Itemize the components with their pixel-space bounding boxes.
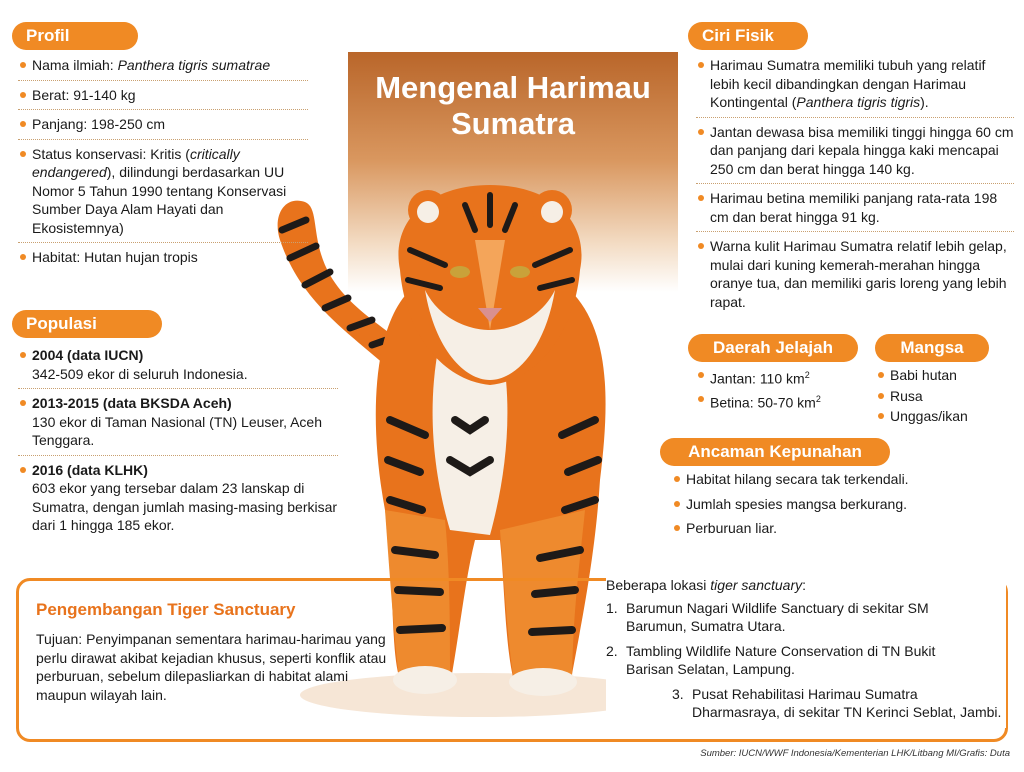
- list-item: 2016 (data KLHK) 603 ekor yang tersebar dalam 23 lanskap di Sumatra, dengan jumlah masing-masing berkisar dari 1 hingga 185 ekor.: [18, 461, 338, 540]
- list-item: Perburuan liar.: [672, 519, 1012, 538]
- daerah-jelajah-heading: Daerah Jelajah: [688, 334, 858, 362]
- list-item: Betina: 50-70 $km^2$: [696, 390, 866, 412]
- list-item: Harimau Sumatra memiliki tubuh yang relatif lebih kecil dibandingkan dengan Harimau Kontingental (Panthera tigris tigris).: [696, 56, 1014, 118]
- locations-list: [606, 599, 1006, 722]
- populasi-heading: Populasi: [12, 310, 162, 338]
- ciri-fisik-list: [696, 56, 1014, 321]
- mangsa-list: [876, 366, 1006, 428]
- ciri-fisik-heading: Ciri Fisik: [688, 22, 808, 50]
- profil-heading: Profil: [12, 22, 138, 50]
- profil-list: [18, 56, 308, 277]
- sanctuary-goal: Tujuan: Penyimpanan sementara harimau-harimau yang perlu dirawat akibat kejadian khusus, seperti konflik atau perburuan, sebelum dilepasliarkan di habitat alami maupun wilayah lain.: [36, 631, 387, 703]
- list-item: Jumlah spesies mangsa berkurang.: [672, 495, 1012, 514]
- source-credit: Sumber: IUCN/WWF Indonesia/Kementerian LHK/Litbang MI/Grafis: Duta: [700, 748, 1010, 759]
- list-item: 2. Tambling Wildlife Nature Conservation di TN Bukit Barisan Selatan, Lampung.: [606, 642, 936, 677]
- list-item: 2004 (data IUCN) 342-509 ekor di seluruh Indonesia.: [18, 346, 338, 389]
- page-title: Mengenal Harimau Sumatra: [375, 70, 651, 141]
- sanctuary-title: Pengembangan Tiger Sanctuary: [36, 600, 296, 619]
- sanctuary-locations: [606, 576, 1006, 728]
- list-item: Panjang: 198-250 cm: [18, 115, 308, 140]
- list-item: Jantan dewasa bisa memiliki tinggi hingga 60 cm dan panjang dari kepala hingga kaki mencapai 250 cm dan berat hingga 140 kg.: [696, 123, 1014, 185]
- list-item: Nama ilmiah: Panthera tigris sumatrae: [18, 56, 308, 81]
- list-item: Babi hutan: [876, 366, 1006, 385]
- list-item: 2013-2015 (data BKSDA Aceh) 130 ekor di Taman Nasional (TN) Leuser, Aceh Tenggara.: [18, 394, 338, 456]
- locations-intro: Beberapa lokasi tiger sanctuary:: [606, 577, 807, 593]
- list-item: Warna kulit Harimau Sumatra relatif lebih gelap, mulai dari kuning kemerah-merahan hingga oranye tua, dan memiliki garis loreng yang lebih rapat.: [696, 237, 1014, 316]
- mangsa-heading: Mangsa: [875, 334, 989, 362]
- list-item: Habitat: Hutan hujan tropis: [18, 248, 308, 272]
- list-item: Unggas/ikan: [876, 407, 1006, 426]
- list-item: 3. Pusat Rehabilitasi Harimau Sumatra Dharmasraya, di sekitar TN Kerinci Seblat, Jambi.: [672, 685, 1002, 720]
- list-item: Status konservasi: Kritis (critically endangered), dilindungi berdasarkan UU Nomor 5 Tahun 1990 tentang Konservasi Sumber Daya Alam Hayati dan Ekosistemnya): [18, 145, 308, 244]
- daerah-jelajah-list: [696, 366, 866, 414]
- populasi-list: [18, 346, 338, 545]
- ancaman-list: [672, 470, 1012, 540]
- list-item: Jantan: 110 $km^2$: [696, 366, 866, 388]
- list-item: 1. Barumun Nagari Wildlife Sanctuary di sekitar SM Barumun, Sumatra Utara.: [606, 599, 929, 634]
- list-item: Berat: 91-140 kg: [18, 86, 308, 111]
- list-item: Rusa: [876, 387, 1006, 406]
- list-item: Habitat hilang secara tak terkendali.: [672, 470, 1012, 489]
- ancaman-heading: Ancaman Kepunahan: [660, 438, 890, 466]
- list-item: Harimau betina memiliki panjang rata-rata 198 cm dan berat hingga 91 kg.: [696, 189, 1014, 232]
